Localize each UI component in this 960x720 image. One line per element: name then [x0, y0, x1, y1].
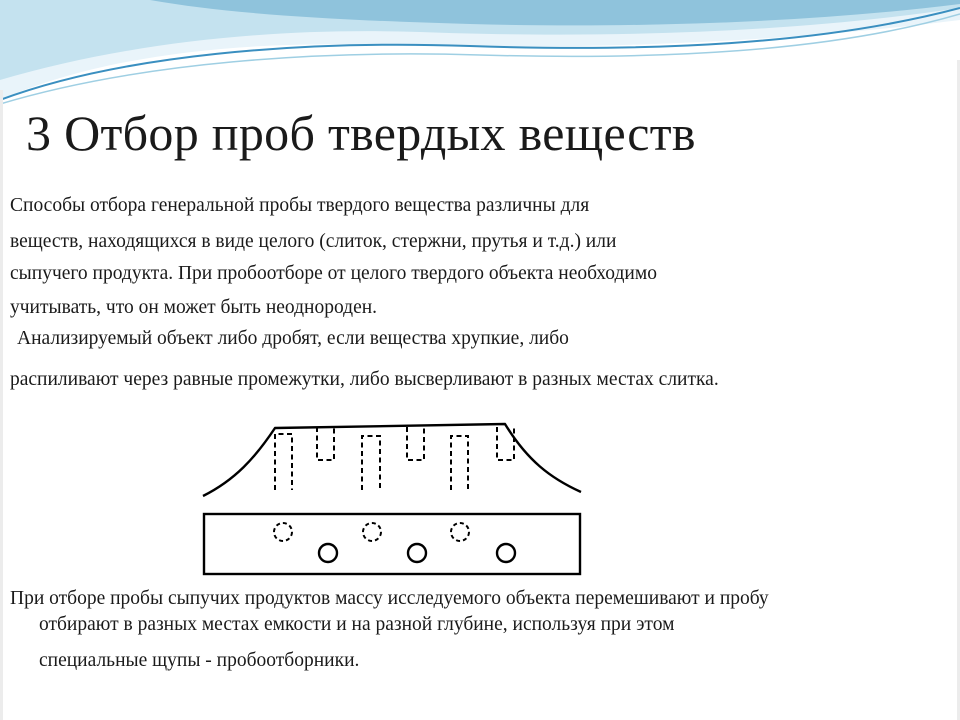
paragraph-2-line-2: распиливают через равные промежутки, либо высверливают в разных местах слитка.: [10, 369, 719, 390]
drill-hole-4: [407, 427, 424, 460]
drill-hole-marks: [275, 427, 514, 490]
drill-hole-3: [362, 436, 380, 490]
top-view-dashed-holes: [274, 523, 469, 541]
paragraph-3-line-3: специальные щупы - пробоотборники.: [39, 650, 360, 671]
paragraph-1-line-1: Способы отбора генеральной пробы твердого вещества различны для: [10, 195, 590, 216]
slide-title: 3 Отбор проб твердых веществ: [26, 105, 696, 161]
ingot-side-view: [203, 424, 581, 496]
dashed-hole: [363, 523, 381, 541]
paragraph-2-line-1: Анализируемый объект либо дробят, если вещества хрупкие, либо: [17, 328, 569, 349]
ingot-top-view: [204, 514, 580, 574]
ingot-sampling-diagram: [195, 410, 590, 580]
drill-hole-1: [275, 434, 292, 490]
paragraph-3-line-1: При отборе пробы сыпучих продуктов массу исследуемого объекта перемешивают и пробу: [10, 588, 769, 609]
top-view-solid-holes: [319, 544, 515, 562]
solid-hole: [319, 544, 337, 562]
drill-hole-5: [451, 436, 468, 490]
paragraph-3-line-2: отбирают в разных местах емкости и на разной глубине, используя при этом: [39, 614, 675, 635]
solid-hole: [497, 544, 515, 562]
paragraph-1-line-4: учитывать, что он может быть неоднороден.: [10, 297, 378, 318]
paragraph-1-line-2: веществ, находящихся в виде целого (слиток, стержни, прутья и т.д.) или: [10, 231, 617, 252]
paragraph-1-line-3: сыпучего продукта. При пробоотборе от целого твердого объекта необходимо: [10, 263, 657, 284]
solid-hole: [408, 544, 426, 562]
header-wave-decoration: [0, 0, 960, 110]
dashed-hole: [274, 523, 292, 541]
dashed-hole: [451, 523, 469, 541]
left-frame-border: [0, 90, 3, 720]
drill-hole-2: [317, 427, 334, 460]
